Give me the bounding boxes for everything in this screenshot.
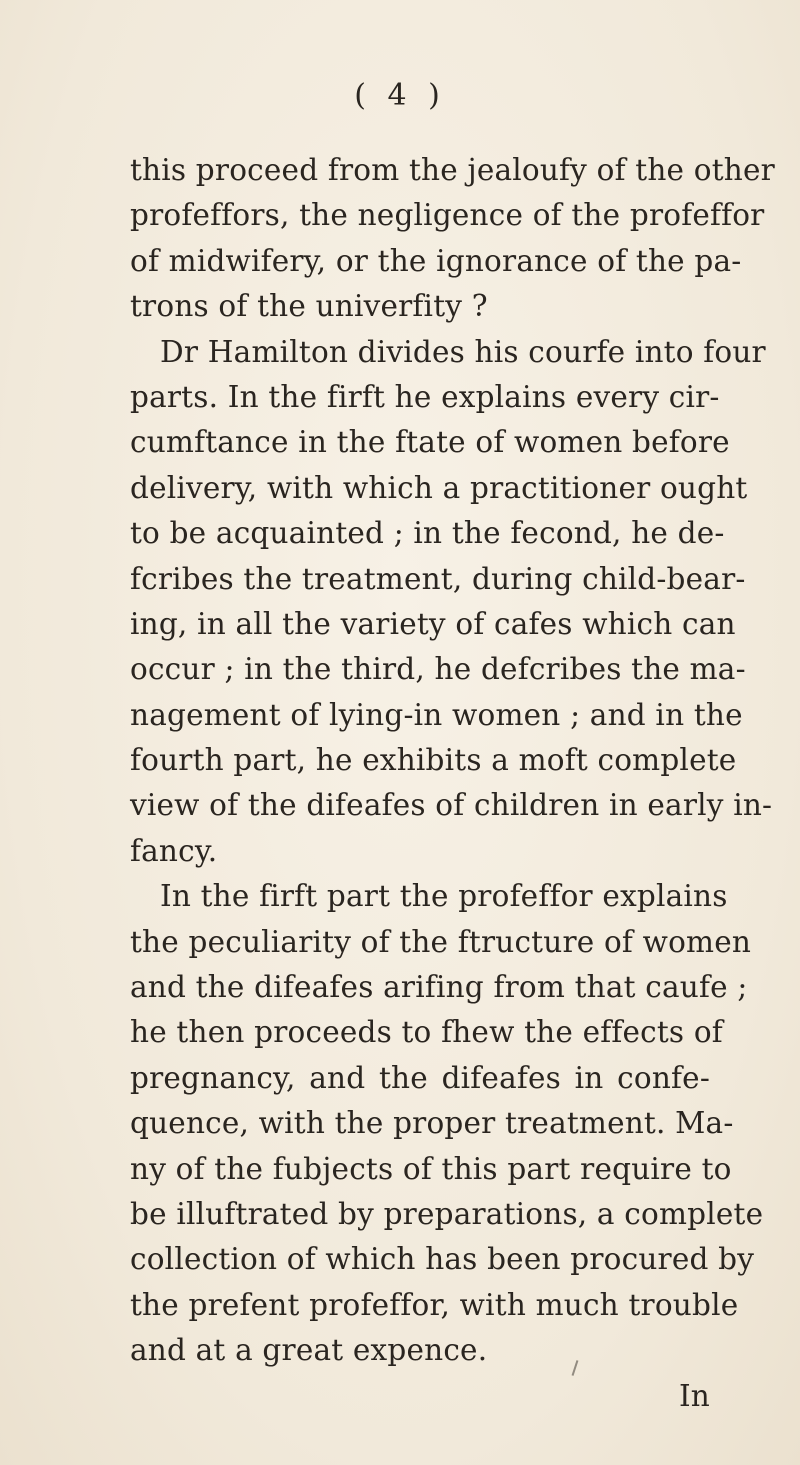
text-line: fancy. (130, 833, 218, 868)
text-line: to be acquainted ; in the fecond, he de- (130, 516, 725, 551)
text-line: Dr Hamilton divides his courfe into four (160, 334, 766, 369)
text-line: the prefent profeffor, with much trouble (130, 1287, 739, 1322)
text-line: collection of which has been procured by (130, 1242, 755, 1277)
body-text (130, 148, 775, 1419)
text-line: and the difeafes arifing from that caufe ; (130, 970, 748, 1005)
text-line: be illuftrated by preparations, a complete (130, 1196, 764, 1231)
text-line: ing, in all the variety of cafes which can (130, 606, 736, 641)
page-number-header: ( 4 ) (354, 78, 446, 113)
catchword: In (678, 1378, 710, 1413)
text-line: the peculiarity of the ftructure of women (130, 924, 752, 959)
text-line: fourth part, he exhibits a moft complete (130, 743, 737, 778)
text-line: In the firft part the profeffor explains (160, 879, 728, 914)
text-line: fcribes the treatment, during child-bear- (130, 561, 746, 596)
text-line: he then proceeds to fhew the effects of (130, 1015, 723, 1050)
text-line: quence, with the proper treatment. Ma- (130, 1106, 734, 1141)
text-line: ny of the fubjects of this part require to (130, 1151, 732, 1186)
text-line: occur ; in the third, he defcribes the ma- (130, 652, 746, 687)
text-line: and at a great expence. (130, 1333, 488, 1368)
text-line: profeffors, the negligence of the profeffor (130, 198, 765, 233)
text-line: of midwifery, or the ignorance of the pa- (130, 243, 742, 278)
text-line: delivery, with which a practitioner ought (130, 470, 748, 505)
text-line: nagement of lying-in women ; and in the (130, 697, 743, 732)
text-line: pregnancy, and the difeafes in confe- (130, 1060, 710, 1095)
text-line: view of the difeafes of children in early in- (130, 788, 773, 823)
text-line: cumftance in the ftate of women before (130, 425, 730, 460)
text-line: parts. In the firft he explains every cir- (130, 379, 720, 414)
text-line: trons of the univerfity ? (130, 289, 488, 324)
text-line: this proceed from the jealoufy of the other (130, 153, 775, 187)
